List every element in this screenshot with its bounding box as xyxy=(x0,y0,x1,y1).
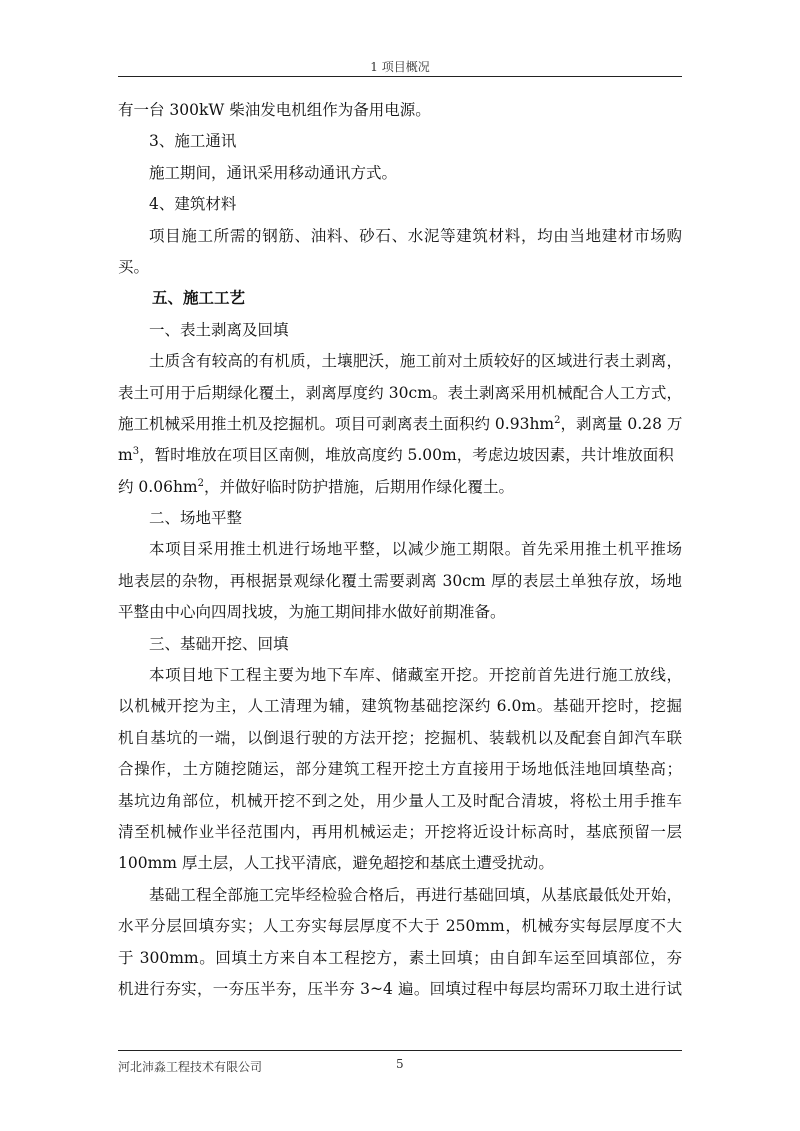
superscript: 3 xyxy=(132,446,140,458)
paragraph-line: 有一台 300kW 柴油发电机组作为备用电源。 xyxy=(118,101,431,119)
paragraph-line: 100mm 厚土层，人工找平清底，避免超挖和基底土遭受扰动。 xyxy=(118,854,554,873)
chapter-heading: 五、施工工艺 xyxy=(152,289,246,308)
paragraph-line: 于 300mm。回填土方来自本工程挖方，素土回填；由自卸车运至回填部位，夯 xyxy=(118,948,682,967)
footer-company: 河北沛淼工程技术有限公司 xyxy=(118,1060,263,1074)
paragraph-line: 机自基坑的一端，以倒退行驶的方法开挖；挖掘机、装载机以及配套自卸汽车联 xyxy=(118,728,682,747)
paragraph-line: 平整由中心向四周找坡，为施工期间排水做好前期准备。 xyxy=(118,603,506,622)
paragraph-line: 表土可用于后期绿化覆土，剥离厚度约 30cm。表土剥离采用机械配合人工方式， xyxy=(118,383,682,402)
paragraph-line xyxy=(118,409,682,440)
section-heading: 三、基础开挖、回填 xyxy=(149,634,289,653)
text-segment: 约 0.06hm xyxy=(118,477,198,496)
paragraph-line: 机进行夯实，一夯压半夯，压半夯 3~4 遍。回填过程中每层均需环刀取土进行试 xyxy=(118,979,682,998)
paragraph-line xyxy=(118,472,682,503)
paragraph-line: 买。 xyxy=(118,257,150,276)
paragraph-line: 地表层的杂物，再根据景观绿化覆土需要剥离 30cm 厚的表层土单独存放，场地 xyxy=(118,571,682,590)
paragraph-line: 项目施工所需的钢筋、油料、砂石、水泥等建筑材料，均由当地建材市场购 xyxy=(149,226,682,245)
paragraph-line: 本项目地下工程主要为地下车库、储藏室开挖。开挖前首先进行施工放线， xyxy=(149,666,682,685)
text-segment: ，剥离量 0.28 万 xyxy=(560,414,683,433)
header-rule xyxy=(118,76,682,77)
superscript: 2 xyxy=(554,414,561,426)
section-heading: 4、建筑材料 xyxy=(149,195,237,214)
paragraph-line: 清至机械作业半径范围内，再用机械运走；开挖将近设计标高时，基底预留一层 xyxy=(118,822,682,841)
page-header: 1 项目概况 xyxy=(370,60,430,74)
text-segment: ，暂时堆放在项目区南侧，堆放高度约 5.00m，考虑边坡因素，共计堆放面积 xyxy=(139,446,674,465)
paragraph-line: 本项目采用推土机进行场地平整，以减少施工期限。首先采用推土机平推场 xyxy=(149,540,682,559)
document-body xyxy=(118,95,682,1005)
text-segment: ，并做好临时防护措施，后期用作绿化覆土。 xyxy=(204,477,515,496)
section-heading: 3、施工通讯 xyxy=(149,132,237,151)
paragraph-line: 水平分层回填夯实；人工夯实每层厚度不大于 250mm，机械夯实每层厚度不大 xyxy=(118,917,682,936)
paragraph-line: 合操作，土方随挖随运，部分建筑工程开挖土方直接用于场地低洼地回填垫高； xyxy=(118,760,682,779)
text-segment: m xyxy=(118,446,133,465)
paragraph-line: 基础工程全部施工完毕经检验合格后，再进行基础回填，从基底最低处开始， xyxy=(149,885,682,904)
section-heading: 二、场地平整 xyxy=(149,509,243,528)
paragraph-line: 以机械开挖为主，人工清理为辅，建筑物基础挖深约 6.0m。基础开挖时，挖掘 xyxy=(118,697,682,716)
superscript: 2 xyxy=(197,477,204,489)
footer-rule xyxy=(118,1050,682,1051)
paragraph-line: 基坑边角部位，机械开挖不到之处，用少量人工及时配合清坡，将松土用手推车 xyxy=(118,791,682,810)
paragraph-line xyxy=(118,440,682,471)
page-number: 5 xyxy=(396,1057,404,1071)
section-heading: 一、表土剥离及回填 xyxy=(149,320,289,339)
paragraph-line: 施工期间，通讯采用移动通讯方式。 xyxy=(149,163,398,182)
text-segment: 施工机械采用推土机及挖掘机。项目可剥离表土面积约 0.93hm xyxy=(118,414,555,433)
paragraph-line: 土质含有较高的有机质，土壤肥沃，施工前对土质较好的区域进行表土剥离， xyxy=(149,352,682,371)
